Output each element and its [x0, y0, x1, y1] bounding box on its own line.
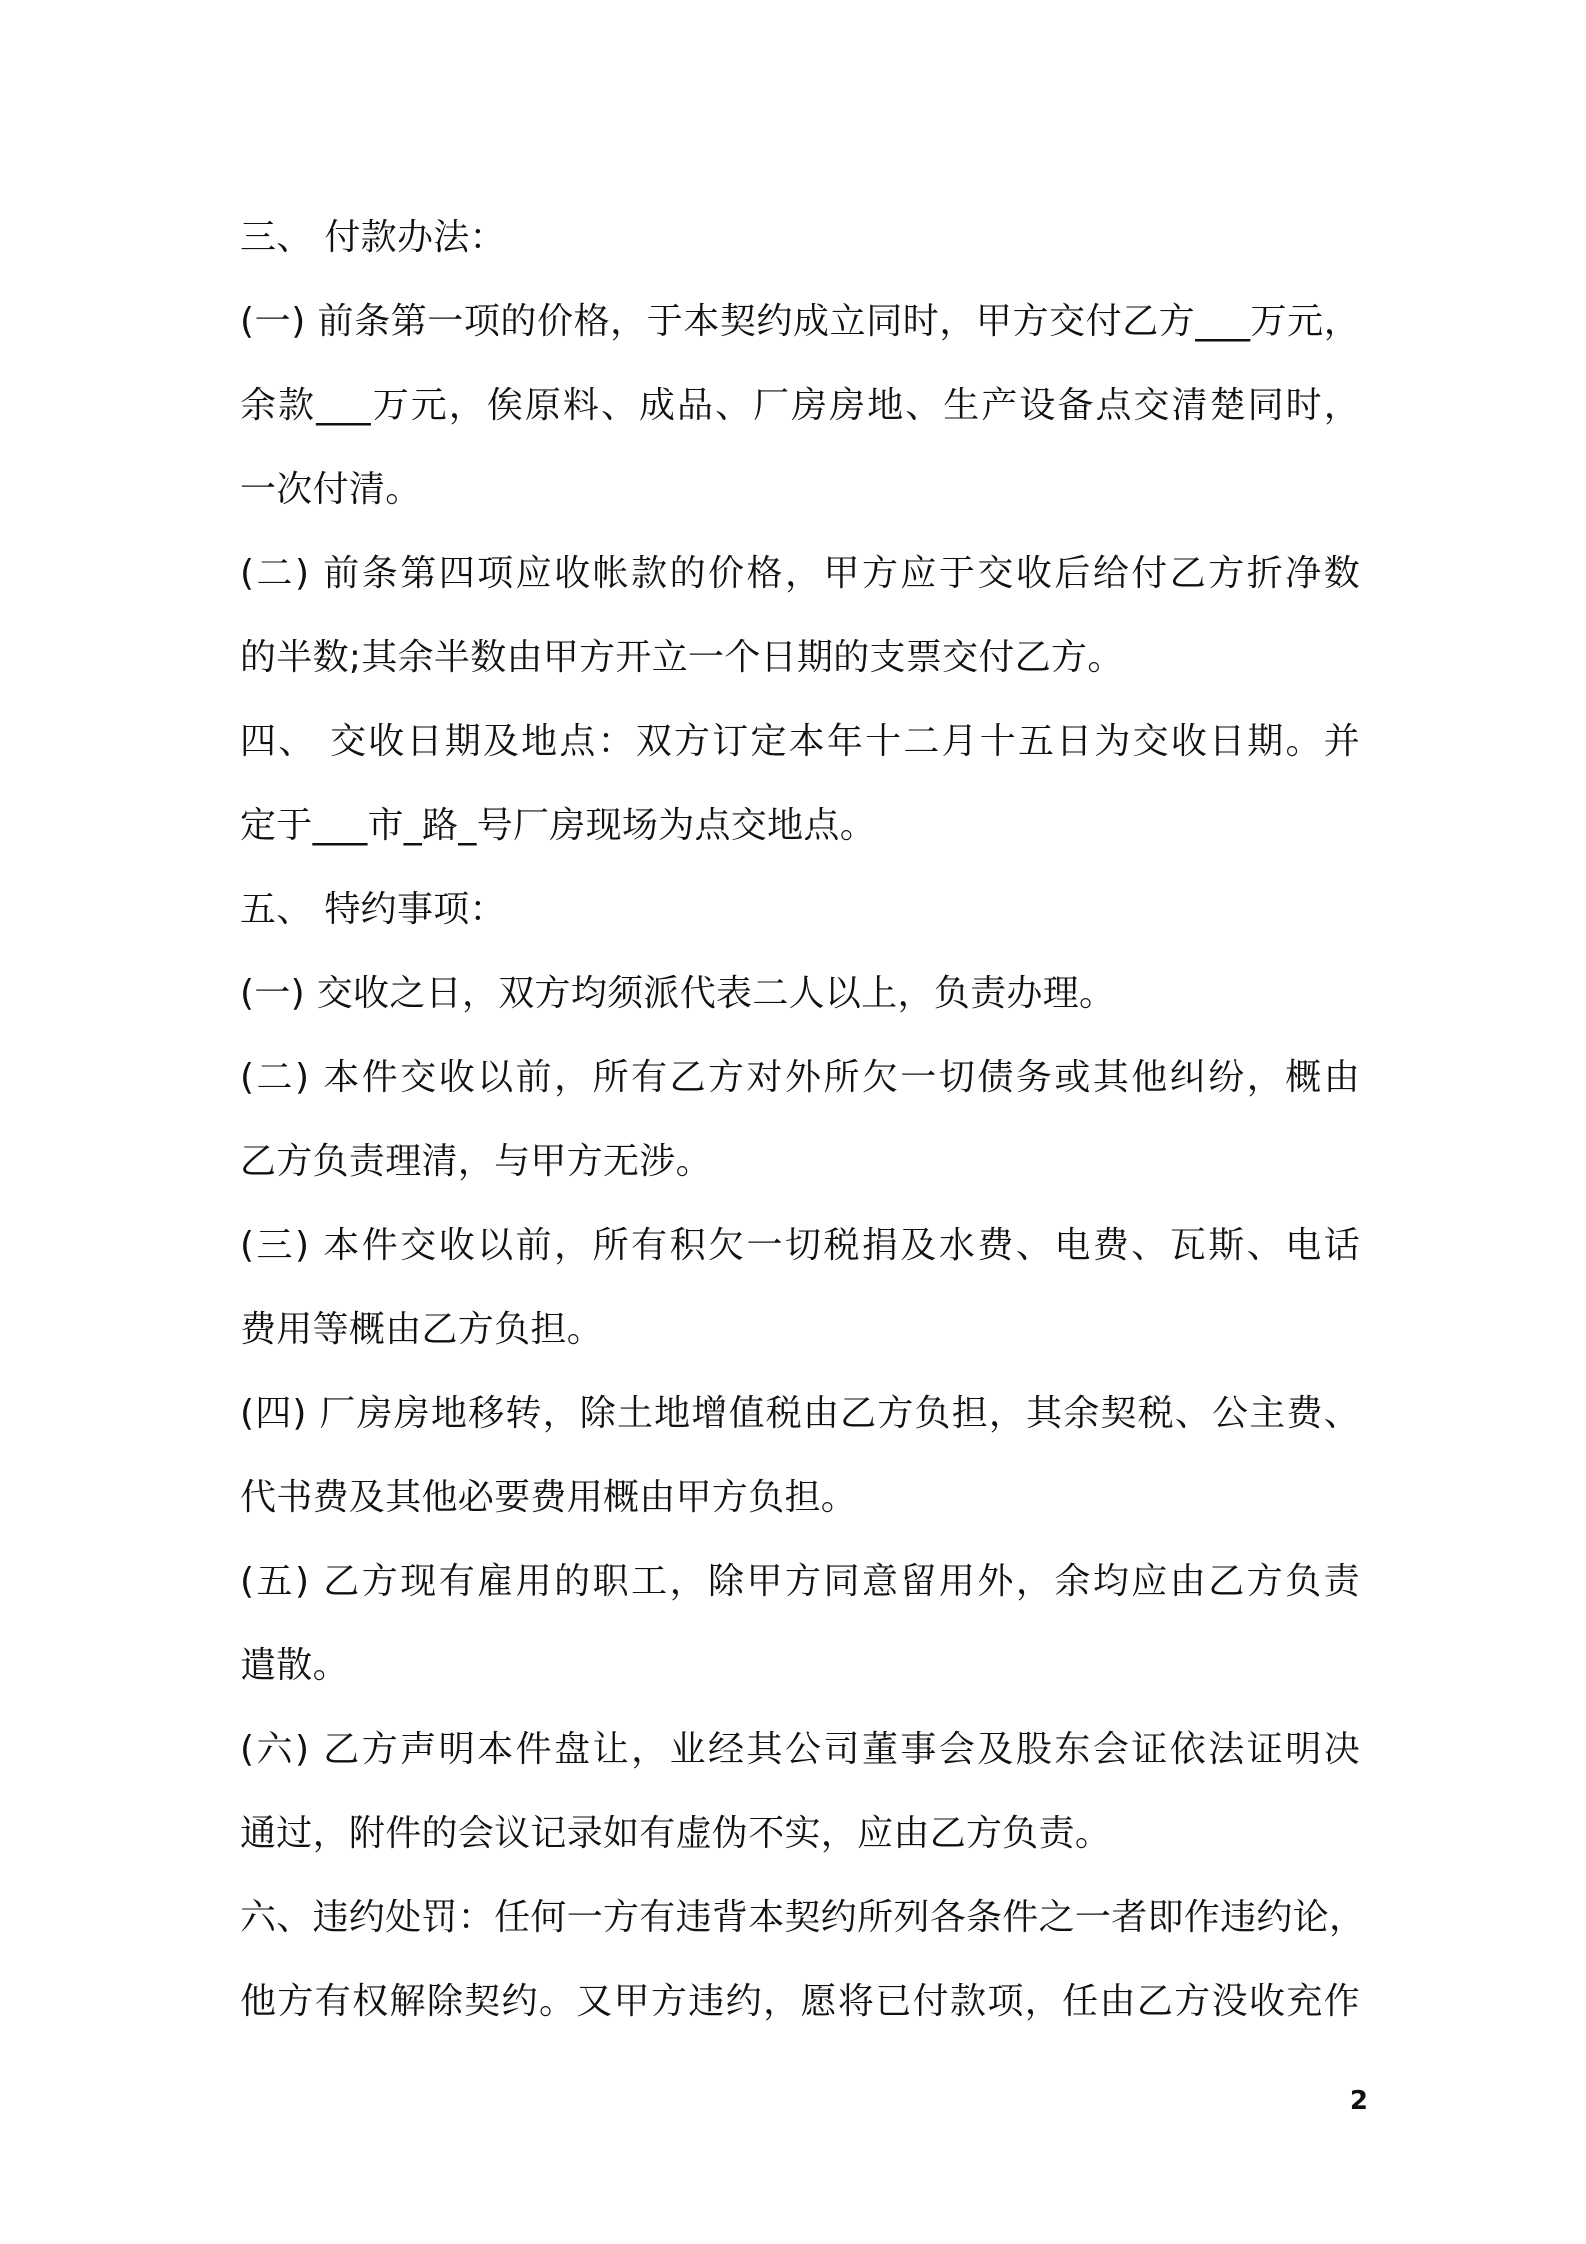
document-body	[240, 196, 1366, 2044]
paragraph-line: 通过，附件的会议记录如有虚伪不实，应由乙方负责。	[240, 1813, 1112, 1854]
paragraph-line: (一) 交收之日，双方均须派代表二人以上，负责办理。	[240, 973, 1116, 1014]
section-heading-payment: 三、 付款办法：	[240, 217, 506, 258]
paragraph-line: 费用等概由乙方负担。	[240, 1309, 604, 1350]
paragraph-line: 定于___市_路_号厂房现场为点交地点。	[240, 805, 876, 846]
paragraph-line: (四) 厂房房地移转，除土地增值税由乙方负担，其余契税、公主费、	[240, 1393, 1360, 1434]
paragraph-line: 遣散。	[240, 1645, 349, 1686]
section-heading-breach: 六、违约处罚：任何一方有违背本契约所列各条件之一者即作违约论，	[240, 1897, 1366, 1938]
section-heading-delivery: 四、 交收日期及地点：双方订定本年十二月十五日为交收日期。并	[240, 721, 1360, 762]
page-number: 2	[1349, 2086, 1368, 2116]
paragraph-line: (二) 前条第四项应收帐款的价格，甲方应于交收后给付乙方折净数	[240, 553, 1360, 594]
paragraph-line: 他方有权解除契约。又甲方违约，愿将已付款项，任由乙方没收充作	[240, 1981, 1360, 2022]
paragraph-line: (六) 乙方声明本件盘让，业经其公司董事会及股东会证依法证明决	[240, 1729, 1360, 1770]
paragraph-line: (二) 本件交收以前，所有乙方对外所欠一切债务或其他纠纷，概由	[240, 1057, 1360, 1098]
paragraph-line: 的半数;其余半数由甲方开立一个日期的支票交付乙方。	[240, 637, 1124, 678]
paragraph-line: (一) 前条第一项的价格，于本契约成立同时，甲方交付乙方___万元，	[240, 301, 1360, 342]
paragraph-line: 乙方负责理清，与甲方无涉。	[240, 1141, 712, 1182]
paragraph-line: 余款___万元，俟原料、成品、厂房房地、生产设备点交清楚同时，	[240, 385, 1360, 426]
paragraph-line: (五) 乙方现有雇用的职工，除甲方同意留用外，余均应由乙方负责	[240, 1561, 1360, 1602]
section-heading-special-terms: 五、 特约事项：	[240, 889, 506, 930]
paragraph-line: 一次付清。	[240, 469, 422, 510]
paragraph-line: (三) 本件交收以前，所有积欠一切税捐及水费、电费、瓦斯、电话	[240, 1225, 1360, 1266]
paragraph-line: 代书费及其他必要费用概由甲方负担。	[240, 1477, 858, 1518]
